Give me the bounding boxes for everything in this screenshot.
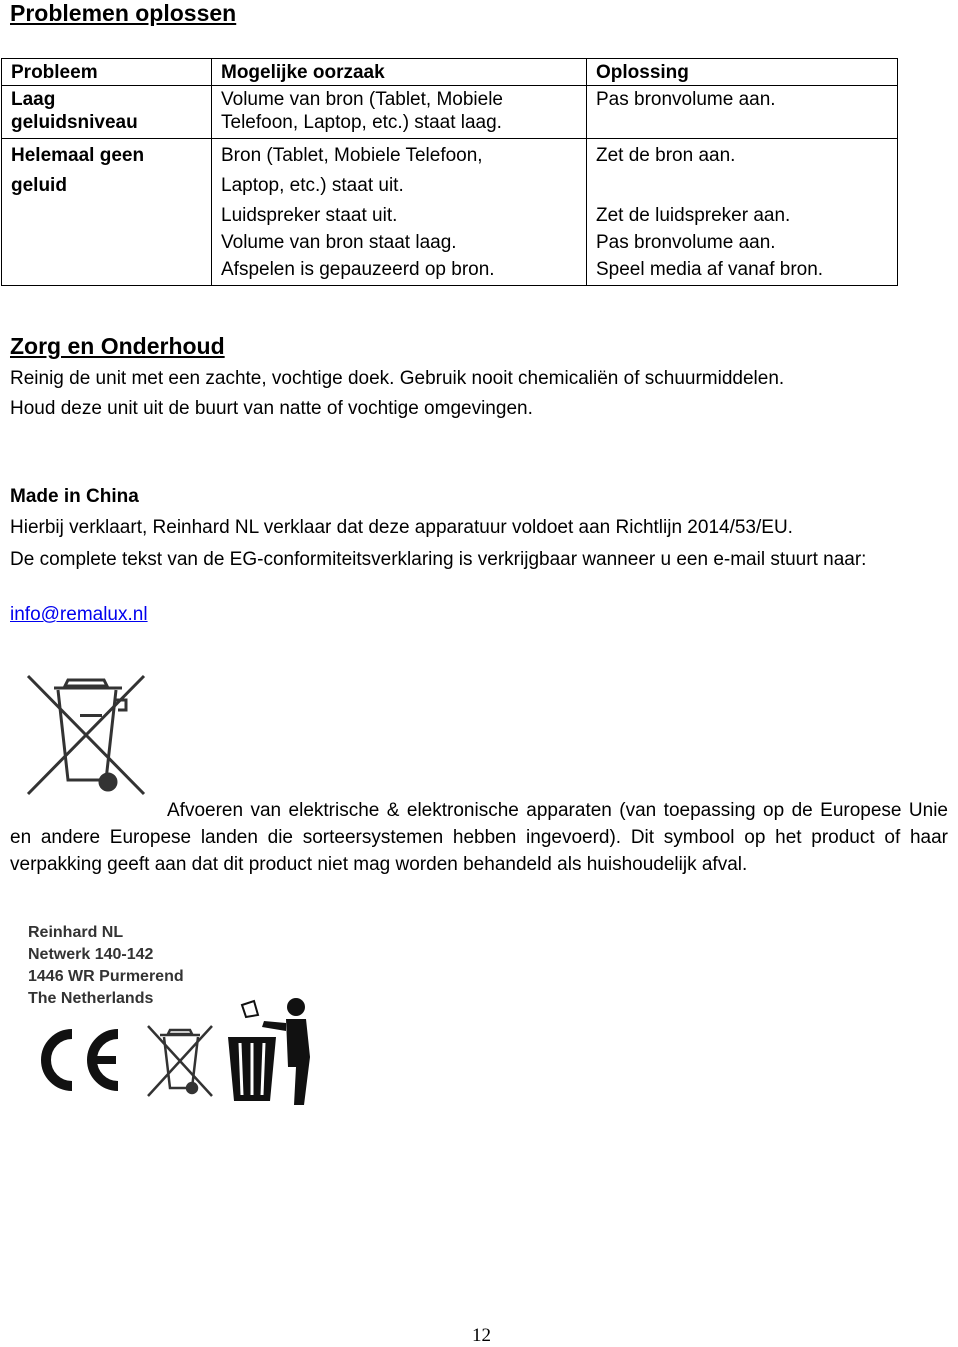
cell-line: Telefoon, Laptop, etc.) staat laag.: [221, 112, 502, 133]
address-line: Netwerk 140-142: [28, 946, 154, 963]
cause-cell: [212, 139, 587, 286]
page-number: 12: [472, 1325, 491, 1346]
weee-text: Afvoeren van elektrische & elektronische apparaten (van toepassing op de Europese Unie en andere Europese landen die sorteersystemen hebben ingevoerd). Dit symbool op het product of haar verpakking geeft aan dat dit product niet mag worden behandeld als huishoudelijk afval.: [10, 800, 948, 875]
ce-mark-icon: [32, 1020, 132, 1100]
declaration-text: De complete tekst van de EG-conformiteitsverklaring is verkrijgbaar wanneer u een e-mail stuurt naar:: [10, 549, 867, 570]
cell-blank-line: [596, 174, 887, 197]
table-header-row: [2, 59, 898, 86]
product-label-image: [28, 922, 328, 1112]
tidyman-bin-icon: [224, 997, 324, 1107]
crossed-out-wheelie-bin-icon: [22, 670, 150, 800]
cell-line: Volume van bron (Tablet, Mobiele: [221, 89, 503, 110]
troubleshoot-table: [1, 58, 898, 286]
header-cause: Mogelijke oorzaak: [212, 59, 587, 86]
address-line: Reinhard NL: [28, 924, 124, 941]
cell-line: Zet de luidspreker aan.: [596, 205, 791, 226]
problem-cell: [2, 86, 212, 139]
care-title: Zorg en Onderhoud: [10, 333, 225, 359]
email-link-wrap: [10, 603, 148, 626]
declaration-line: Hierbij verklaart, Reinhard NL verklaar dat deze apparatuur voldoet aan Richtlijn 2014/53/EU.: [10, 517, 793, 538]
cell-line: Zet de bron aan.: [596, 145, 736, 166]
cell-line: Volume van bron staat laag.: [221, 232, 457, 253]
crossed-out-bin-icon: [144, 1022, 216, 1100]
header-problem: Probleem: [2, 59, 212, 86]
cell-line: Luidspreker staat uit.: [221, 205, 398, 226]
cell-line: Bron (Tablet, Mobiele Telefoon,: [221, 145, 483, 166]
cause-cell: [212, 86, 587, 139]
made-in-title: Made in China: [10, 486, 139, 507]
solution-cell: [587, 86, 898, 139]
cell-line: Pas bronvolume aan.: [596, 89, 776, 110]
table-row: [2, 86, 898, 139]
header-solution: Oplossing: [587, 59, 898, 86]
cell-line: Speel media af vanaf bron.: [596, 259, 824, 280]
cell-line: Laag: [11, 89, 56, 110]
cell-line: Afspelen is gepauzeerd op bron.: [221, 259, 495, 280]
cell-line: Laptop, etc.) staat uit.: [221, 175, 404, 196]
care-line: Houd deze unit uit de buurt van natte of vochtige omgevingen.: [10, 398, 533, 419]
email-link[interactable]: info@remalux.nl: [10, 604, 148, 625]
cell-line: Pas bronvolume aan.: [596, 232, 776, 253]
troubleshoot-title: Problemen oplossen: [10, 0, 237, 26]
cell-line: geluidsniveau: [11, 112, 138, 133]
care-line: Reinig de unit met een zachte, vochtige doek. Gebruik nooit chemicaliën of schuurmiddelen.: [10, 368, 785, 389]
solution-cell: [587, 139, 898, 286]
cell-line: Helemaal geen: [11, 145, 145, 166]
problem-cell: [2, 139, 212, 286]
cell-line: geluid: [11, 175, 67, 196]
address-line: 1446 WR Purmerend: [28, 968, 184, 985]
table-row: [2, 139, 898, 286]
address-line: The Netherlands: [28, 990, 154, 1007]
